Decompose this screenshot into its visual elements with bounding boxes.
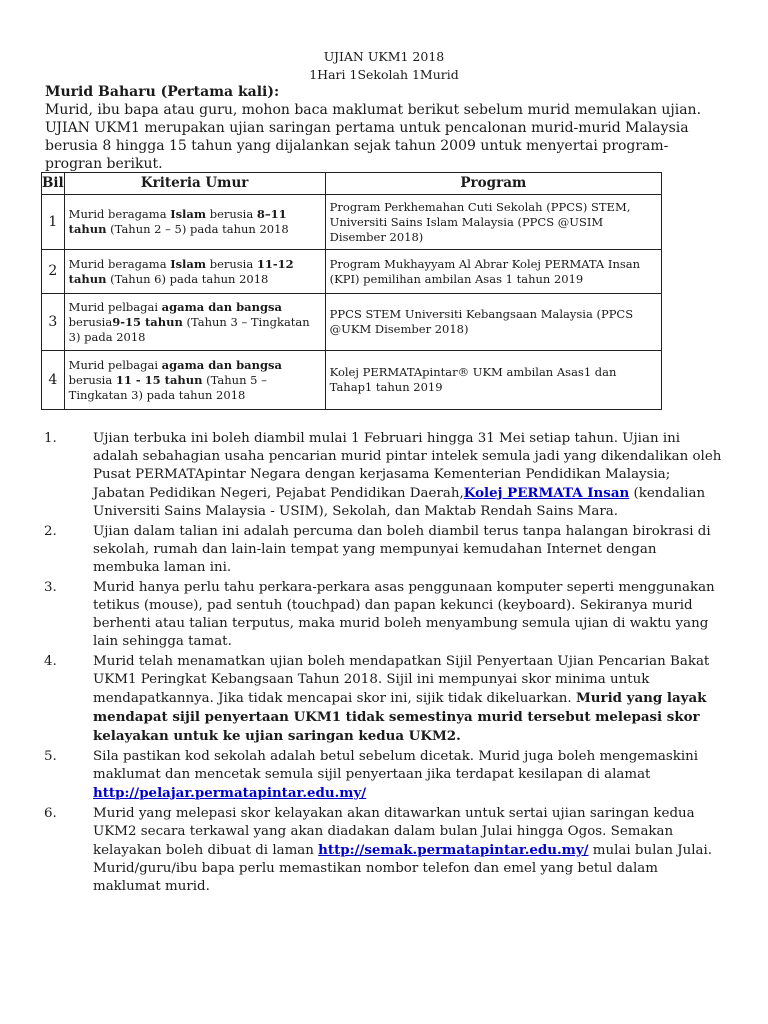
- row-number: 4: [42, 351, 65, 410]
- row-number: 1: [42, 195, 65, 250]
- row-program: PPCS STEM Universiti Kebangsaan Malaysia (PPCS @UKM Disember 2018): [325, 294, 661, 351]
- intro-line-2: UJIAN UKM1 merupakan ujian saringan pertama untuk pencalonan murid-murid Malaysia berusia 8 hingga 15 tahun yang dijalankan sejak tahun 2009 untuk menyertai program-progran berikut.: [45, 120, 689, 172]
- header-program: Program: [325, 173, 661, 195]
- document-subtitle: 1Hari 1Sekolah 1Murid: [309, 67, 459, 82]
- item-number: 1.: [44, 431, 57, 446]
- notes-list: [0, 430, 768, 898]
- row-criteria: Murid beragama Islam berusia 8–11 tahun (Tahun 2 – 5) pada tahun 2018: [64, 195, 325, 250]
- list-item: 3. Murid hanya perlu tahu perkara-perkara asas penggunaan komputer seperti menggunakan tetikus (mouse), pad sentuh (touchpad) dan papan kekunci (keyboard). Sekiranya murid berhenti atau talian terputus, maka murid boleh menyambung semula ujian di waktu yang lain sehingga tamat.: [44, 580, 715, 649]
- row-program: Kolej PERMATApintar® UKM ambilan Asas1 dan Tahap1 tahun 2019: [325, 351, 661, 410]
- item-number: 2.: [44, 524, 57, 539]
- table-row: [42, 195, 662, 250]
- item-number: 3.: [44, 580, 57, 595]
- row-criteria: Murid pelbagai agama dan bangsa berusia 11 - 15 tahun (Tahun 5 – Tingkatan 3) pada tahun 2018: [64, 351, 325, 410]
- row-number: 3: [42, 294, 65, 351]
- header-criteria: Kriteria Umur: [64, 173, 325, 195]
- item-number: 6.: [44, 806, 57, 821]
- table-row: [42, 351, 662, 410]
- item-number: 5.: [44, 749, 57, 764]
- row-program: Program Mukhayyam Al Abrar Kolej PERMATA Insan (KPI) pemilihan ambilan Asas 1 tahun 2019: [325, 250, 661, 294]
- table-header-row: [42, 173, 662, 195]
- pelajar-portal-link[interactable]: http://pelajar.permatapintar.edu.my/: [93, 785, 367, 801]
- list-item: 6. Murid yang melepasi skor kelayakan akan ditawarkan untuk sertai ujian saringan kedua UKM2 secara terkawal yang akan diadakan dalam bulan Julai hingga Ogos. Semakan kelayakan boleh dibuat di laman http://semak.permatapintar.edu.my/ mulai bulan Julai. Murid/guru/ibu bapa perlu memastikan nombor telefon dan emel yang betul dalam maklumat murid.: [44, 806, 713, 894]
- list-item: 2. Ujian dalam talian ini adalah percuma dan boleh diambil terus tanpa halangan birokrasi di sekolah, rumah dan lain-lain tempat yang mempunyai kemudahan Internet dengan membuka laman ini.: [44, 524, 711, 575]
- item-number: 4.: [44, 654, 57, 669]
- intro-subhead: Murid Baharu (Pertama kali):: [45, 84, 280, 100]
- criteria-table: [41, 172, 662, 410]
- list-item: 1. Ujian terbuka ini boleh diambil mulai 1 Februari hingga 31 Mei setiap tahun. Ujian ini adalah sebahagian usaha pencarian murid pintar intelek semula jadi yang dikendalikan oleh Pusat PERMATApintar Negara dengan kerjasama Kementerian Pendidikan Malaysia; Jabatan Pedidikan Negeri, Pejabat Pendidikan Daerah,Kolej PERMATA Insan (kendalian Universiti Sains Malaysia - USIM), Sekolah, dan Maktab Rendah Sains Mara.: [44, 431, 722, 519]
- row-number: 2: [42, 250, 65, 294]
- semak-portal-link[interactable]: http://semak.permatapintar.edu.my/: [318, 842, 589, 858]
- header-bil: Bil: [42, 173, 65, 195]
- list-item: 5. Sila pastikan kod sekolah adalah betul sebelum dicetak. Murid juga boleh mengemaskini maklumat dan mencetak semula sijil penyertaan jika terdapat kesilapan di alamat http://pelajar.permatapintar.edu.my/: [44, 749, 699, 801]
- list-item: 4. Murid telah menamatkan ujian boleh mendapatkan Sijil Penyertaan Ujian Pencarian Bakat UKM1 Peringkat Kebangsaan Tahun 2018. Sijil ini mempunyai skor minima untuk mendapatkannya. Jika tidak mencapai skor ini, sijik tidak dikeluarkan. Murid yang layak mendapat sijil penyertaan UKM1 tidak semestinya murid tersebut melepasi skor kelayakan untuk ke ujian saringan kedua UKM2.: [44, 654, 710, 744]
- row-criteria: Murid beragama Islam berusia 11-12 tahun (Tahun 6) pada tahun 2018: [64, 250, 325, 294]
- intro-line-1: Murid, ibu bapa atau guru, mohon baca maklumat berikut sebelum murid memulakan ujian.: [45, 102, 702, 118]
- row-program: Program Perkhemahan Cuti Sekolah (PPCS) STEM, Universiti Sains Islam Malaysia (PPCS @USIM Disember 2018): [325, 195, 661, 250]
- document-title: UJIAN UKM1 2018: [323, 49, 445, 64]
- table-row: [42, 294, 662, 351]
- kolej-permata-insan-link[interactable]: Kolej PERMATA Insan: [463, 485, 630, 501]
- intro-section: [45, 83, 725, 173]
- row-criteria: Murid pelbagai agama dan bangsa berusia9-15 tahun (Tahun 3 – Tingkatan 3) pada 2018: [64, 294, 325, 351]
- table-row: [42, 250, 662, 294]
